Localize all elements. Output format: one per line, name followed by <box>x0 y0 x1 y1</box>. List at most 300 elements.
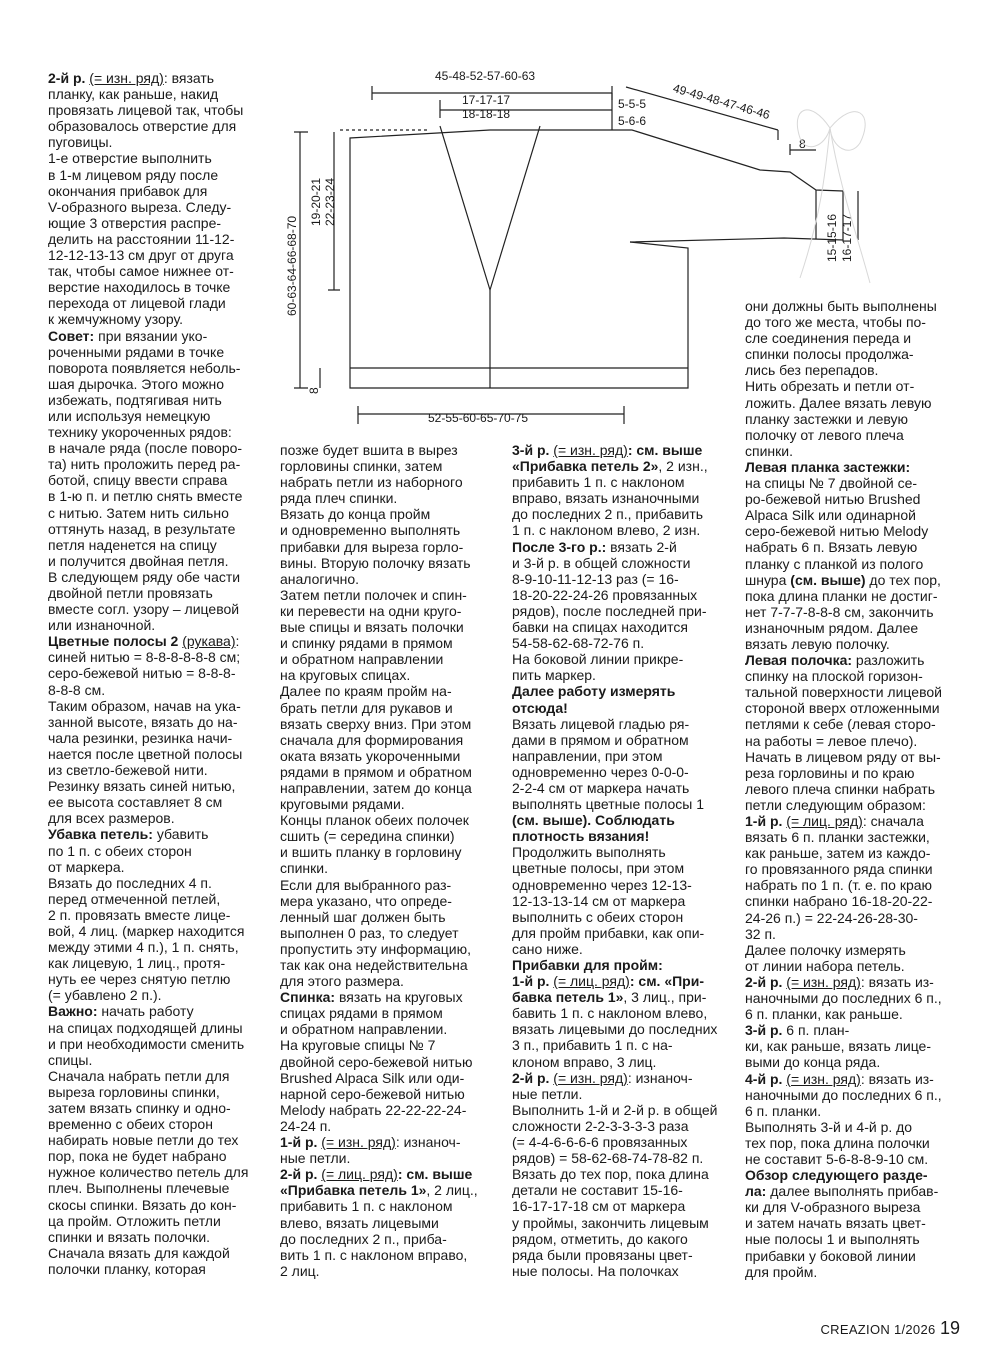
text-line <box>512 571 717 587</box>
text-run: сначала для формирования <box>280 731 464 748</box>
text-line <box>512 1198 717 1214</box>
text-run: нается после цветной полосы <box>48 745 243 762</box>
text-line <box>512 893 717 909</box>
text-run: прибавки для выреза горло- <box>280 538 464 555</box>
body-outline <box>350 130 688 388</box>
text-line <box>48 955 248 971</box>
text-run: Выполнять 3-й и 4-й р. до <box>745 1118 913 1135</box>
text-run: стороной вверх отложенными <box>745 700 940 717</box>
text-run: ряда были провязаны цвет- <box>512 1246 693 1263</box>
text-line <box>280 796 478 812</box>
text-run: и обратном направлении. <box>280 1021 448 1038</box>
text-run: 8-8-8 см. <box>48 681 106 698</box>
text-run: пуговицы. <box>48 134 113 151</box>
text-run: : изнаноч- <box>627 1069 693 1086</box>
text-run: выми до конца ряда. <box>745 1054 881 1071</box>
text-run: Прибавки для пройм: <box>512 957 663 973</box>
text-run: 1-й р. <box>745 813 787 829</box>
shoulder-drop-label-2: 5-6-6 <box>618 114 647 128</box>
text-run: ца пройм. Отложить петли <box>48 1212 221 1229</box>
text-run: ленный шаг должен быть <box>280 908 446 925</box>
text-run: спицы. <box>48 1051 93 1068</box>
text-line <box>512 909 717 925</box>
text-line <box>745 716 942 732</box>
text-line <box>48 167 248 183</box>
text-line <box>48 1148 248 1164</box>
text-run: Melody набрать 22-22-22-24- <box>280 1101 467 1118</box>
text-line <box>48 649 248 665</box>
text-run: до тех пор, <box>865 571 941 588</box>
text-line <box>48 360 248 376</box>
text-line <box>512 1215 717 1231</box>
text-line <box>280 989 478 1005</box>
text-run: так, чтобы самое нижнее от- <box>48 263 234 280</box>
text-run: серо-бежевой нитью = 8-8-8- <box>48 665 236 682</box>
text-line <box>48 488 248 504</box>
text-run: 3 п., прибавить 1 п. с на- <box>512 1037 673 1054</box>
text-line <box>280 1054 478 1070</box>
text-line <box>745 620 942 636</box>
text-line <box>280 1134 478 1150</box>
text-line <box>48 762 248 778</box>
text-run: ки, как раньше, вязать лице- <box>745 1038 932 1055</box>
text-run: Убавка петель: <box>48 826 153 843</box>
text-line <box>745 1087 942 1103</box>
text-line <box>745 1135 942 1151</box>
text-run: Спинка: <box>280 989 336 1006</box>
text-run: Левая полочка: <box>745 652 853 669</box>
text-line <box>280 893 478 909</box>
text-line <box>280 1118 478 1134</box>
text-line <box>48 1261 248 1277</box>
text-line <box>280 1086 478 1102</box>
wrist-label-1: 15-15-16 <box>825 213 839 262</box>
text-line <box>512 877 717 893</box>
text-run: пить маркер. <box>512 667 596 684</box>
text-run: Нить обрезать и петли от- <box>745 378 915 395</box>
text-run: и спинку рядами в прямом <box>280 635 453 652</box>
text-line <box>512 587 717 603</box>
text-run: (= изн. ряд) <box>89 70 164 86</box>
text-line <box>512 764 717 780</box>
text-line <box>280 1231 478 1247</box>
text-line <box>48 1100 248 1116</box>
neck-width-label-2: 18-18-18 <box>462 107 511 121</box>
text-line <box>745 636 942 652</box>
text-run: временно с обеих сторон <box>48 1116 213 1133</box>
text-line <box>48 521 248 537</box>
text-run: см. выше <box>406 1166 473 1183</box>
text-run: так как она недействительна <box>280 957 468 973</box>
text-line <box>512 780 717 796</box>
text-line <box>512 619 717 635</box>
text-run: вины. Вторую полочку вязать <box>280 554 471 571</box>
text-line <box>48 585 248 601</box>
text-run: аналогично. <box>280 570 360 587</box>
text-run: (= изн. ряд) <box>786 1070 861 1087</box>
text-run: тальной поверхности лицевой <box>745 684 942 701</box>
text-line <box>280 700 478 716</box>
text-line <box>48 231 248 247</box>
text-line <box>745 668 942 684</box>
text-line <box>48 199 248 215</box>
text-run: петли следующим образом: <box>745 796 926 813</box>
text-run: : <box>629 973 639 990</box>
text-line <box>745 1264 942 1280</box>
text-run: : вязать из- <box>860 973 934 990</box>
text-run: одновременно через 12-13- <box>512 876 692 893</box>
text-run: 2-й р. <box>745 973 787 990</box>
text-line <box>48 939 248 955</box>
text-run: плеч. Выполнены плечевые <box>48 1180 230 1197</box>
text-run: 3-й р. <box>512 442 554 458</box>
text-run: Далее по краям пройм на- <box>280 683 452 700</box>
text-run: в 1-ю п. и петлю снять вместе <box>48 488 243 505</box>
text-run: нарной серо-бежевой нитью <box>280 1085 465 1102</box>
text-run: как лицевую, 1 лиц., протя- <box>48 955 226 972</box>
text-line <box>48 553 248 569</box>
text-run: 8-9-10-11-12-13 раз (= 16- <box>512 570 679 587</box>
top-width-label: 45-48-52-57-60-63 <box>435 69 536 83</box>
text-run: и одновременно выполнять <box>280 522 461 539</box>
text-run: или изнаночной. <box>48 617 156 634</box>
text-run: , 2 лиц., <box>426 1182 478 1199</box>
text-run: в 1-м лицевом ряду после <box>48 166 219 183</box>
text-line <box>512 957 717 973</box>
text-line <box>48 875 248 891</box>
text-line <box>280 941 478 957</box>
text-line <box>48 215 248 231</box>
text-line <box>512 973 717 989</box>
text-line <box>745 604 942 620</box>
text-line <box>745 378 942 394</box>
text-run: ки перевести на одни круго- <box>280 602 462 619</box>
text-run: сшить (= середина спинки) <box>280 828 455 845</box>
text-line <box>745 861 942 877</box>
text-line <box>48 923 248 939</box>
text-run: из светло-бежевой нити. <box>48 762 208 779</box>
text-run: (= изн. ряд) <box>553 1069 628 1086</box>
text-run: вязать 2-й <box>606 538 677 555</box>
text-line <box>745 1167 942 1183</box>
text-line <box>745 1119 942 1135</box>
text-line <box>745 990 942 1006</box>
text-run: планку с планкой из полого <box>745 555 924 572</box>
text-run: нуть ее через снятую петлю <box>48 971 231 988</box>
text-line <box>512 941 717 957</box>
text-line <box>280 474 478 490</box>
text-line <box>48 1197 248 1213</box>
text-run: На боковой линии прикре- <box>512 651 684 668</box>
text-run: занной высоте, вязать до на- <box>48 713 238 730</box>
text-run: 4-й р. <box>745 1070 787 1087</box>
text-run: «Прибавка петель 2» <box>512 458 659 475</box>
text-run: Brushed Alpaca Silk или оди- <box>280 1069 465 1086</box>
text-run: прибавить 1 п. с наклоном <box>512 474 685 491</box>
text-line <box>512 667 717 683</box>
text-line <box>280 1021 478 1037</box>
text-line <box>280 667 478 683</box>
text-run: см. выше <box>636 442 703 458</box>
text-line <box>280 748 478 764</box>
text-run: (= лиц. ряд) <box>321 1166 398 1183</box>
text-line <box>512 1263 717 1279</box>
sleeve-length-label: 49-49-48-47-46-46 <box>671 81 772 123</box>
text-run: и при необходимости сменить <box>48 1035 245 1052</box>
text-run: 1 п. с наклоном влево, 2 изн. <box>512 522 701 539</box>
text-line <box>512 1150 717 1166</box>
text-line <box>48 86 248 102</box>
text-run: 2-й р. <box>48 70 90 86</box>
text-line <box>48 1180 248 1196</box>
text-run: ные полосы 1 и выполнять <box>745 1231 920 1248</box>
text-run: спинки. <box>280 860 328 877</box>
text-line <box>745 314 942 330</box>
text-line <box>280 619 478 635</box>
text-line <box>512 812 717 828</box>
text-run: 12-13-13-14 см от маркера <box>512 892 686 909</box>
text-line <box>745 733 942 749</box>
page-footer <box>820 1318 960 1339</box>
text-line <box>745 1215 942 1231</box>
text-line <box>745 797 942 813</box>
text-line <box>745 572 942 588</box>
text-line <box>48 295 248 311</box>
text-run: : <box>397 1166 407 1183</box>
text-run: та) нить проложить перед ра- <box>48 456 241 473</box>
text-line <box>280 860 478 876</box>
butterfly-decoration-icon <box>770 88 880 288</box>
text-line <box>745 974 942 990</box>
text-run: позже будет вшита в вырез <box>280 442 458 458</box>
text-line <box>280 1150 478 1166</box>
text-run: и обратном направлении <box>280 651 444 668</box>
text-run: и получится двойная петля. <box>48 552 229 569</box>
text-line <box>745 1054 942 1070</box>
text-run: поворота появляется неболь- <box>48 359 241 376</box>
text-run: ки для V-образного выреза <box>745 1199 921 1216</box>
text-run: набрать по 1 п. (т. е. по краю <box>745 877 933 894</box>
text-run: 6 п. планки. <box>745 1102 822 1119</box>
text-run: делить на расстоянии 11-12- <box>48 230 235 247</box>
text-run: V-образного выреза. Следу- <box>48 198 232 215</box>
text-line <box>512 796 717 812</box>
text-run: пор, пока не будет набрано <box>48 1148 227 1165</box>
text-run: к жемчужному узору. <box>48 311 183 328</box>
text-run: 2 п. провязать вместе лице- <box>48 906 231 923</box>
text-line <box>280 1005 478 1021</box>
text-run: реза горловины и по краю <box>745 764 915 781</box>
text-run: от линии набора петель. <box>745 957 905 974</box>
text-line <box>280 1215 478 1231</box>
text-run: наночными до последних 6 п., <box>745 990 942 1007</box>
text-line <box>48 859 248 875</box>
text-line <box>48 987 248 1003</box>
text-line <box>48 311 248 327</box>
text-run: «Прибавка петель 1» <box>280 1182 427 1199</box>
text-run: 1-й р. <box>512 973 554 990</box>
text-line <box>512 1182 717 1198</box>
text-run: Вязать до тех пор, пока длина <box>512 1166 709 1183</box>
text-run: чала резинки, резинка начи- <box>48 729 233 746</box>
text-line <box>512 716 717 732</box>
text-line <box>280 844 478 860</box>
text-run: (рукава) <box>182 633 236 650</box>
text-run: Начать в лицевом ряду от вы- <box>745 748 941 765</box>
text-line <box>48 456 248 472</box>
text-line <box>48 247 248 263</box>
text-run: как раньше, затем из каждо- <box>745 845 931 862</box>
text-line <box>512 989 717 1005</box>
text-line <box>48 746 248 762</box>
text-line <box>745 1006 942 1022</box>
text-line <box>745 1071 942 1087</box>
text-run: В следующем ряду обе части <box>48 568 241 585</box>
text-run: круговыми рядами. <box>280 796 405 813</box>
bottom-width-label: 52-55-60-65-70-75 <box>428 411 529 425</box>
text-run: ро-бежевой нитью Brushed <box>745 491 921 508</box>
text-line <box>48 891 248 907</box>
text-line <box>512 828 717 844</box>
text-run: двойной серо-бежевой нитью <box>280 1053 473 1070</box>
text-run: рядом, отметить, до какого <box>512 1230 688 1247</box>
text-line <box>745 765 942 781</box>
text-run: (= изн. ряд) <box>321 1134 396 1151</box>
text-line <box>512 1102 717 1118</box>
magazine-issue: CREAZION 1/2026 <box>820 1322 936 1337</box>
text-run: Левая планка застежки: <box>745 458 911 475</box>
text-line <box>745 1199 942 1215</box>
text-run: 1-й р. <box>280 1134 322 1151</box>
text-run: 2-2-4 см от маркера начать <box>512 779 690 796</box>
text-run: Далее полочку измерять <box>745 941 906 958</box>
text-line <box>745 1022 942 1038</box>
cuff-label: 8 <box>799 137 806 151</box>
text-run: Обзор следующего разде- <box>745 1167 928 1184</box>
text-line <box>745 459 942 475</box>
text-line <box>48 569 248 585</box>
text-run: перехода от лицевой глади <box>48 295 226 312</box>
text-run: мера указано, что опреде- <box>280 892 452 909</box>
text-run: изнаночным рядом. Далее <box>745 619 919 636</box>
text-line <box>280 1070 478 1086</box>
text-line <box>280 506 478 522</box>
text-line <box>745 926 942 942</box>
text-run: 3-й р. <box>745 1022 783 1039</box>
text-run: полочки планку, которая <box>48 1260 206 1277</box>
text-line <box>280 909 478 925</box>
text-line <box>280 651 478 667</box>
text-run: Далее работу измерять <box>512 683 676 700</box>
text-line <box>280 1198 478 1214</box>
text-run: и вшить планку в горловину <box>280 844 462 861</box>
text-line <box>48 183 248 199</box>
text-run: : <box>627 442 637 458</box>
text-run: нет 7-7-7-8-8-8 см, закончить <box>745 603 934 620</box>
text-run: Совет: <box>48 327 95 344</box>
text-run: лись без перепадов. <box>745 362 879 379</box>
text-line <box>512 1231 717 1247</box>
text-run: рядами в прямом и обратном <box>280 763 472 780</box>
text-run: ла: <box>745 1183 767 1200</box>
text-line <box>745 1151 942 1167</box>
text-line <box>512 1134 717 1150</box>
text-line <box>48 601 248 617</box>
text-line <box>745 845 942 861</box>
text-run: клоном вправо, 3 лиц. <box>512 1053 657 1070</box>
text-run: не составит 5-6-8-8-9-10 см. <box>745 1150 929 1167</box>
text-line <box>745 1038 942 1054</box>
text-line <box>280 1102 478 1118</box>
text-line <box>745 1231 942 1247</box>
text-line <box>745 684 942 700</box>
text-run: дами в прямом и обратном <box>512 731 689 748</box>
text-run: шнура <box>745 571 791 588</box>
text-run: выполнять цветные полосы 1 <box>512 796 705 813</box>
text-run: затем вязать спинку и одно- <box>48 1100 231 1116</box>
text-run: левого плеча спинки набрать <box>745 780 936 797</box>
text-run: (= лиц. ряд) <box>553 973 630 990</box>
text-run: 54-58-62-68-72-76 п. <box>512 635 645 652</box>
text-run: брать петли для рукавов и <box>280 699 453 716</box>
text-run: в начале ряда (после поворо- <box>48 440 243 457</box>
text-line <box>48 810 248 826</box>
text-run: (= изн. ряд) <box>553 442 628 458</box>
text-run: сле соединения переда и <box>745 330 912 347</box>
text-run: сложности 2-2-3-3-3-3 раза <box>512 1117 689 1134</box>
text-column-4 <box>745 298 942 1280</box>
text-run: вязать сверху вниз. При этом <box>280 715 472 732</box>
text-run: провязать лицевой так, чтобы <box>48 102 244 119</box>
text-line <box>745 346 942 362</box>
text-run: рядов), после последней при- <box>512 602 707 619</box>
text-run: нужное количество петель для <box>48 1164 249 1181</box>
text-run: спинки. <box>745 442 793 459</box>
text-line <box>48 1229 248 1245</box>
text-run: Продолжить выполнять <box>512 844 666 861</box>
text-run: бавить 1 п. с наклоном влево, <box>512 1005 708 1022</box>
text-line <box>48 505 248 521</box>
text-line <box>280 925 478 941</box>
text-run: образовалось отверстие для <box>48 118 237 135</box>
text-line <box>745 491 942 507</box>
text-run: роченными рядами в точке <box>48 343 225 360</box>
text-run: прибавить 1 п. с наклоном <box>280 1198 453 1215</box>
text-run: скосы спинки. Вязать до кон- <box>48 1196 237 1213</box>
text-line <box>512 442 717 458</box>
text-run: детали не составит 15-16- <box>512 1182 683 1199</box>
hem-label: 8 <box>307 387 321 394</box>
text-line <box>745 877 942 893</box>
text-run: петлями к себе (левая сторо- <box>745 716 936 733</box>
text-run: Alpaca Silk или одинарной <box>745 507 916 524</box>
text-column-3 <box>512 442 717 1279</box>
text-run: 2-й р. <box>512 1069 554 1086</box>
text-line <box>512 490 717 506</box>
text-run: вить 1 п. с наклоном вправо, <box>280 1246 468 1263</box>
text-line <box>48 408 248 424</box>
text-run: ботой, спицу ввести справа <box>48 472 228 489</box>
text-run: вместе согл. узору – лицевой <box>48 601 240 618</box>
text-line <box>745 1183 942 1199</box>
text-run: рядов) = 58-62-68-74-78-82 п. <box>512 1150 704 1167</box>
text-run: Концы планок обеих полочек <box>280 812 469 829</box>
text-run: Резинку вязать синей нитью, <box>48 778 236 795</box>
text-run: шая дырочка. Этого можно <box>48 375 224 392</box>
text-run: набирать новые петли до тех <box>48 1132 239 1149</box>
text-run: до последних 2 п., прибавить <box>512 506 704 523</box>
text-line <box>48 971 248 987</box>
